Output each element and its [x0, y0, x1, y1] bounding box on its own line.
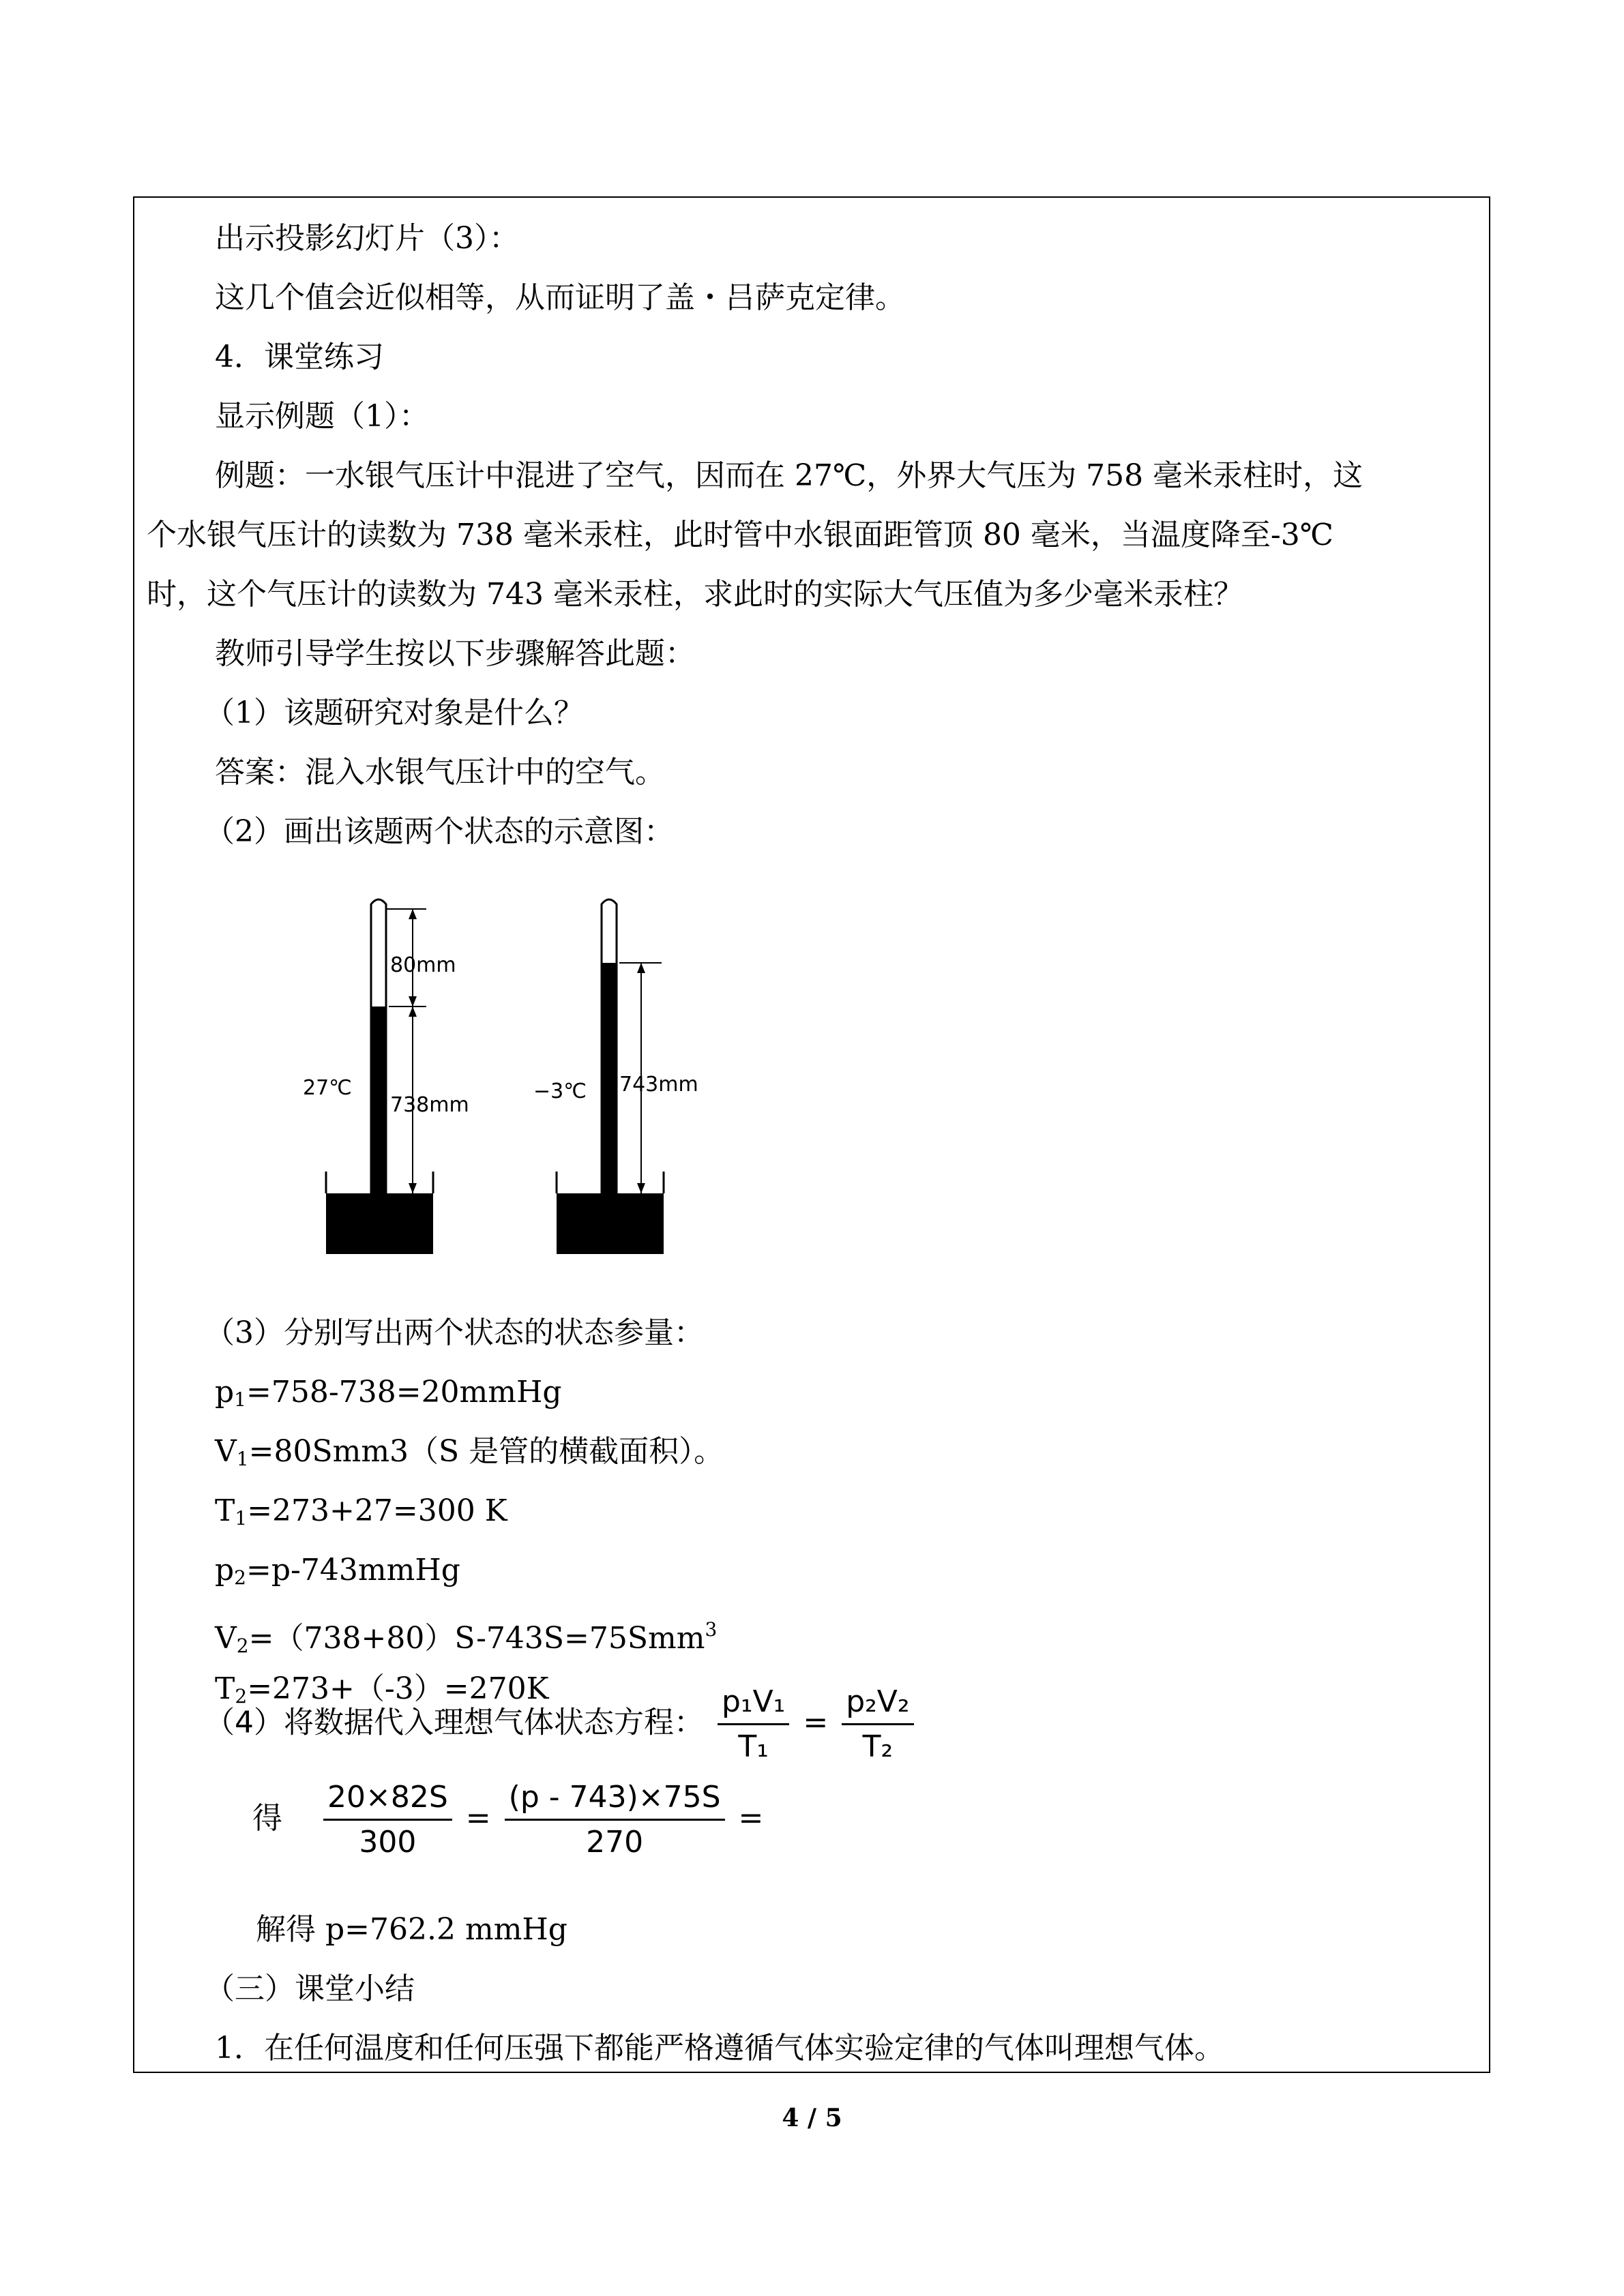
step-3-heading: （3）分别写出两个状态的状态参量： [205, 1315, 704, 1350]
left-gap-label: 80mm [390, 953, 456, 977]
right-mercury-dish [557, 1193, 664, 1254]
heading-classroom-practice: 4．课堂练习 [215, 340, 384, 374]
param-t2: $T_2=273+(-3)=270K$ [215, 1671, 549, 1708]
paragraph-teacher-guide: 教师引导学生按以下步骤解答此题： [215, 636, 695, 671]
param-p2: $p_2=p-743mmHg$ [215, 1553, 460, 1589]
right-mercury-column [602, 963, 617, 1193]
step-1-answer: 答案：混入水银气压计中的空气。 [215, 755, 665, 790]
left-temperature-label: 27℃ [303, 1076, 352, 1100]
right-temperature-label: −3℃ [533, 1079, 587, 1103]
paragraph-conclusion: 这几个值会近似相等，从而证明了盖・吕萨克定律。 [215, 280, 905, 315]
param-v1: $V_1=80Smm3(S$ 是管的横截面积）。 [215, 1434, 724, 1470]
param-v2: $V_2=(738+80)S-743S=75Smm^3$ [215, 1618, 718, 1657]
example-line-2: 个水银气压计的读数为 738 毫米汞柱，此时管中水银面距管顶 80 毫米，当温度降至-3℃ [147, 518, 1333, 552]
left-mercury-dish [326, 1193, 433, 1254]
left-barometer [303, 899, 469, 1254]
substituted-rhs-fraction: $\frac{(p - 743)\times 75S}{270}$ [505, 1780, 725, 1860]
summary-heading: （三）课堂小结 [205, 1971, 415, 2006]
example-line-3: 时，这个气压计的读数为 743 毫米汞柱，求此时的实际大气压值为多少毫米汞柱？ [147, 577, 1243, 612]
paragraph-slide-3: 出示投影幻灯片（3）： [215, 221, 519, 256]
right-column-label: 743mm [619, 1073, 698, 1097]
right-barometer [533, 899, 698, 1254]
left-column-label: 738mm [390, 1093, 469, 1117]
barometer-diagram [300, 886, 737, 1268]
substituted-equation: 得 $\frac{20\times 82S}{300}$ = $\frac{(p - 743)\times 75S}{270}$ = [252, 1780, 764, 1860]
step-4-label: （4）将数据代入理想气体状态方程： [205, 1705, 704, 1740]
paragraph-show-example: 显示例题（1）： [215, 399, 429, 434]
step-1-question: （1）该题研究对象是什么？ [205, 696, 584, 730]
example-line-1: 例题：一水银气压计中混进了空气，因而在 27℃，外界大气压为 758 毫米汞柱时，这 [215, 458, 1363, 493]
equation-lhs-fraction: $\frac{\text{p₁V₁}}{\text{T₁}}$ [718, 1684, 789, 1764]
de-label: 得 [252, 1800, 282, 1836]
equation-rhs-fraction: $\frac{\text{p₂V₂}}{\text{T₂}}$ [842, 1684, 913, 1764]
ideal-gas-equation: （4）将数据代入理想气体状态方程： $\frac{\text{p₁V₁}}{\text{T₁}}$ = $\frac{\text{p₂V₂}}{\text{T₂}}$ [205, 1684, 918, 1764]
summary-point-1: 1．在任何温度和任何压强下都能严格遵循气体实验定律的气体叫理想气体。 [215, 2031, 1224, 2066]
step-2-heading: （2）画出该题两个状态的示意图： [205, 814, 674, 849]
substituted-lhs-fraction: $\frac{20\times 82S}{300}$ [323, 1780, 452, 1860]
left-mercury-column [371, 1007, 386, 1193]
result-line: 解得 p=762.2 mmHg [256, 1912, 567, 1947]
param-p1: $p_1=758-738=20mmHg$ [215, 1375, 562, 1411]
page-number: 4 / 5 [782, 2104, 842, 2132]
param-t1: $T_1=273+27=300$ K [215, 1493, 507, 1530]
